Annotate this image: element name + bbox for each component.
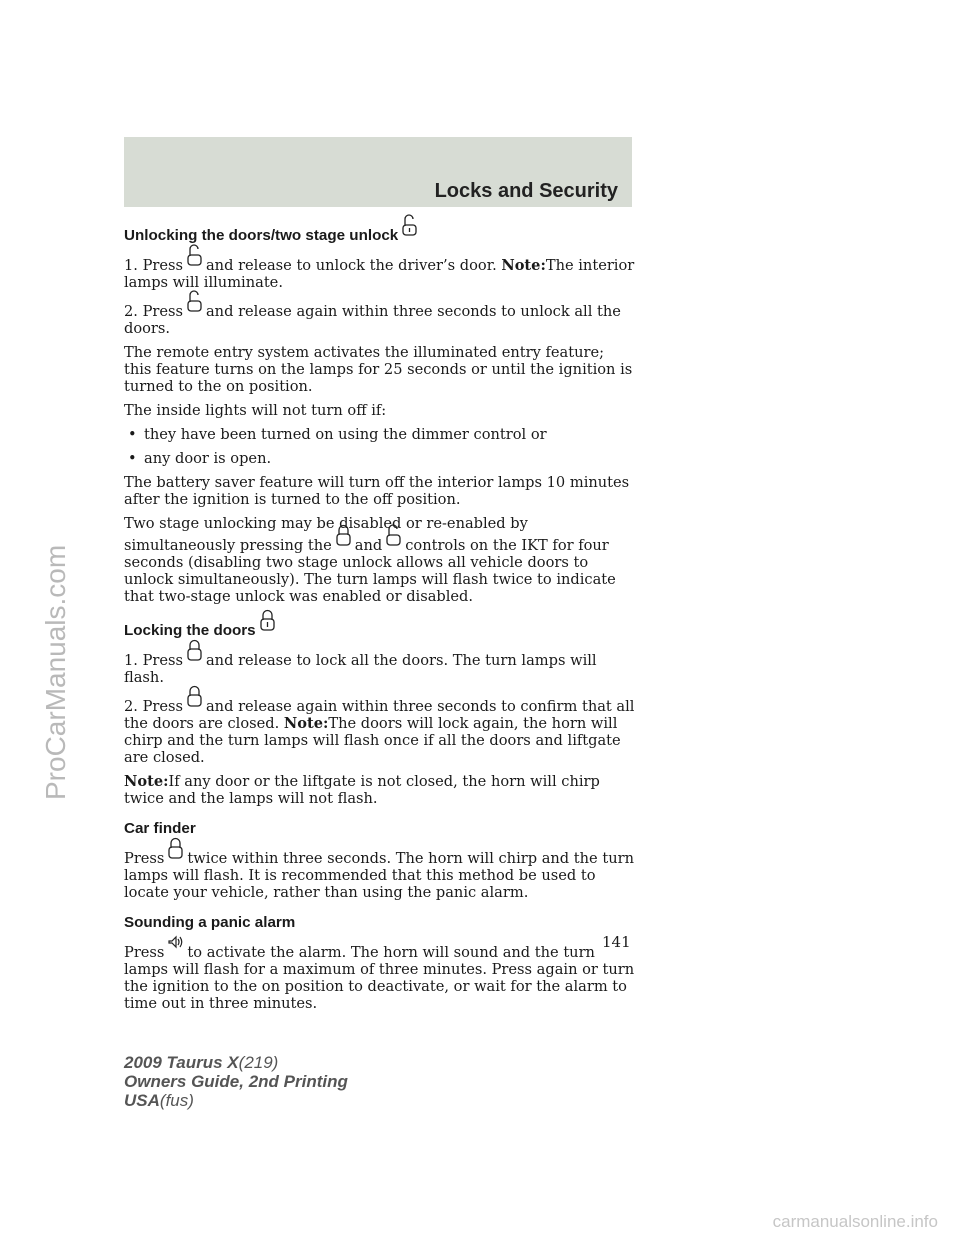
unlock-icon bbox=[400, 214, 419, 236]
section-header-band bbox=[124, 137, 632, 207]
lock-icon bbox=[185, 685, 204, 707]
paragraph: The inside lights will not turn off if: bbox=[124, 402, 387, 419]
section-title: Locks and Security bbox=[434, 180, 618, 202]
watermark-carmanualsonline: carmanualsonline.info bbox=[772, 1212, 938, 1231]
list-item: • any door is open. bbox=[128, 450, 272, 467]
lock-icon bbox=[166, 837, 185, 859]
unlock-icon bbox=[185, 244, 204, 266]
paragraph: The remote entry system activates the illuminated entry feature; this feature turns on the lamps for 25 seconds or until the ignition is turned to the on position. bbox=[124, 344, 633, 395]
heading-car-finder: Car finder bbox=[124, 820, 196, 837]
paragraph: The battery saver feature will turn off the interior lamps 10 minutes after the ignition is turned to the off position. bbox=[124, 474, 630, 508]
lock-icon bbox=[334, 524, 353, 546]
lock-step-1: 1. Press and release to lock all the doors. The turn lamps will flash. bbox=[124, 647, 636, 686]
lock-note: Note:If any door or the liftgate is not closed, the horn will chirp twice and the lamps will not flash. bbox=[124, 773, 600, 807]
unlock-icon bbox=[384, 524, 403, 546]
unlock-step-1: 1. Press and release to unlock the driver’s door. Note:The interior lamps will illuminate. bbox=[124, 252, 636, 291]
heading-unlocking: Unlocking the doors/two stage unlock bbox=[124, 222, 636, 246]
car-finder-paragraph: Press twice within three seconds. The horn will chirp and the turn lamps will flash. It is recommended that this method be used to locate your vehicle, rather than using the panic alarm. bbox=[124, 845, 636, 901]
page-number: 141 bbox=[602, 933, 631, 951]
heading-panic-alarm: Sounding a panic alarm bbox=[124, 914, 296, 931]
lock-step-2: 2. Press and release again within three seconds to confirm that all the doors are closed. Note:The doors will lock again, the horn will chirp and the turn lamps will flash once if all the doors and liftgate are closed. bbox=[124, 693, 636, 766]
print-footer: 2009 Taurus X(219) Owners Guide, 2nd Printing USA(fus) bbox=[124, 1053, 348, 1110]
lock-icon bbox=[258, 609, 277, 631]
watermark-procarmanuals: ProCarManuals.com bbox=[40, 544, 71, 800]
lock-icon bbox=[185, 639, 204, 661]
heading-locking: Locking the doors bbox=[124, 617, 636, 641]
manual-content bbox=[124, 222, 636, 1019]
unlock-icon bbox=[185, 290, 204, 312]
panic-icon bbox=[166, 931, 185, 953]
unlock-step-2: 2. Press and release again within three seconds to unlock all the doors. bbox=[124, 298, 636, 337]
panic-paragraph: Press to activate the alarm. The horn will sound and the turn lamps will flash for a maximum of three minutes. Press again or turn the ignition to the on position to deactivate, or wait for the alarm to time out in three minutes. bbox=[124, 939, 636, 1012]
two-stage-paragraph: Two stage unlocking may be disabled or re-enabled by simultaneously pressing the and controls on the IKT for four seconds (disabling two stage unlock allows all vehicle doors to unlock simultaneously). The turn lamps will flash twice to indicate that two-stage unlock was enabled or disabled. bbox=[124, 515, 616, 605]
list-item: • they have been turned on using the dimmer control or bbox=[128, 426, 547, 443]
